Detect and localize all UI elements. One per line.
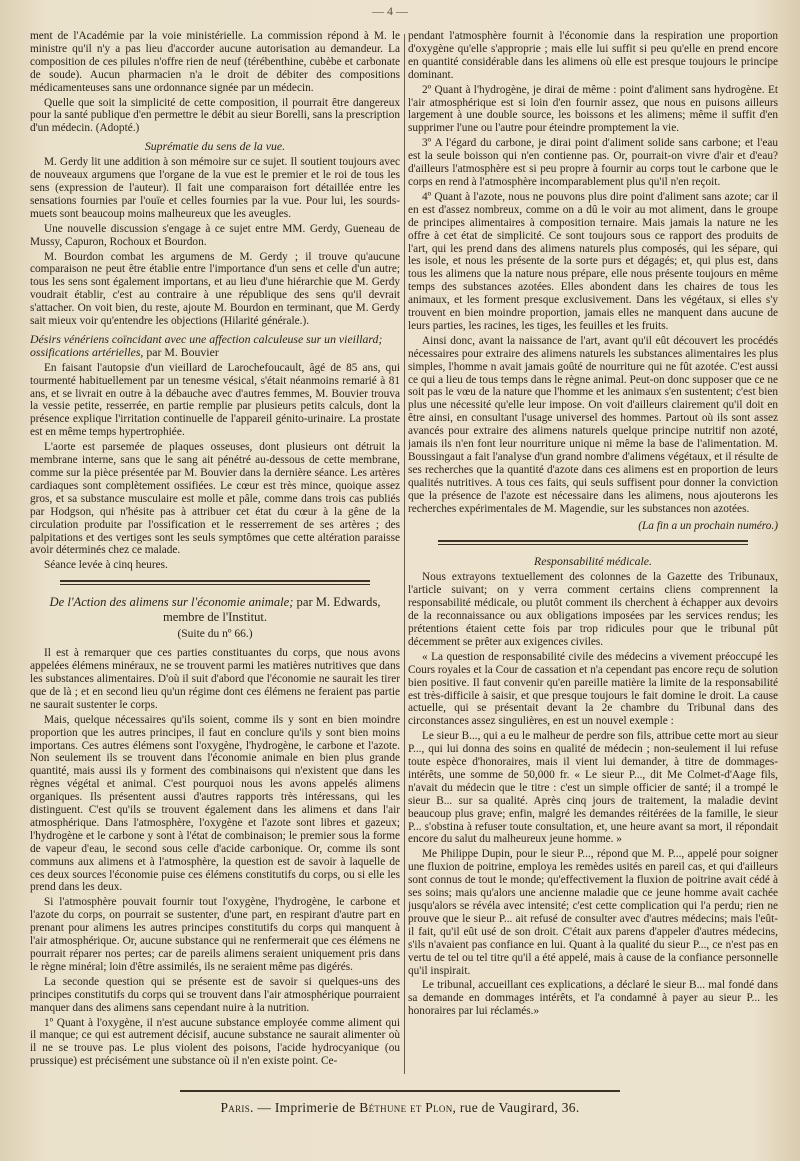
article-subtitle: (Suite du nº 66.) xyxy=(177,628,253,641)
footer-address: , rue de Vaugirard, 36. xyxy=(452,1100,580,1115)
section-heading-responsabilite: Responsabilité médicale. xyxy=(534,554,652,569)
paragraph: Le sieur B..., qui a eu le malheur de perdre son fils, attribue cette mort au sieur P..., qui lui donna des soins en qualité de médecin ; non-seulement il lui refuse toute espèce d'honoraires, mais il vient lui demander, à titre de dommages-intérêts, une somme de 50,000 fr. « Le sieur P..., dit Me Colmet-d'Aage fils, n'avait du médecin que le titre : c'est un simple officier de santé; il a trompé le sieur B... sur sa qualité. Après cinq jours de traitement, la maladie devint beaucoup plus grave; enfin, malgré les demandes réitérées de la famille, le sieur P... s'obstina à refuser toute consultation, et, une heure avant sa mort, il répondait encore du salut du malheureux jeune homme. » xyxy=(408,730,778,846)
paragraph: En faisant l'autopsie d'un vieillard de Larochefoucault, âgé de 85 ans, qui tourmenté habituellement par un tenesme vésical, s'était néanmoins remarié à 81 ans, et se livrait en outre à la débauche avec d'autres femmes, M. Bouvier trouva la vessie petite, resserrée, en partie remplie par plusieurs petits calculs, dont la présence explique l'irritation continuelle de l'appareil génito-urinaire. La prostate est en même temps hypertrophiée. xyxy=(30,361,400,439)
paragraph: Si l'atmosphère pouvait fournir tout l'oxygène, l'hydrogène, le carbone et l'azote du corps, on pourrait se sustenter, d'une part, en respirant d'autre part en prenant pour alimens les autres principes constitutifs du corps qui manquent à l'air atmosphérique. Or, aucune substance qui ne renfermerait que ces élémens ne pourrait réparer nos pertes; car de pareils alimens seraient uniquement pris dans le règne minéral; loin d'être assimilés, ils ne seraient même pas digérés. xyxy=(30,896,400,973)
continuation-note: (La fin a un prochain numéro.) xyxy=(638,519,778,532)
paragraph: M. Gerdy lit une addition à son mémoire sur ce sujet. Il soutient toujours avec de nouveaux argumens que l'organe de la vue est le premier et le roi de tous les sens (expression de l'auteur). Il fait une comparaison fort détaillée entre les sensations fournies par l'ouïe et celles fournies par la vue. Pour lui, les sourds-muets sont beaucoup moins malheureux que les aveugles. xyxy=(30,156,400,220)
paragraph: pendant l'atmosphère fournit à l'économie dans la respiration une proportion d'oxygène qu'elle s'approprie ; mais elle lui suffit si peu qu'elle en prend encore en quantité considérable dans les alimens où elle est presque toujours le principe dominant. xyxy=(408,30,778,81)
column-rule xyxy=(404,34,405,1074)
imprint-footer xyxy=(0,1100,800,1116)
footer-city: Paris. xyxy=(220,1100,254,1115)
paragraph: La seconde question qui se présente est de savoir si quelques-uns des principes constitutifs du corps qui se trouvent dans l'air atmosphérique pourraient manquer dans des alimens sans cependant nuire à la nutrition. xyxy=(30,975,400,1014)
paragraph: Une nouvelle discussion s'engage à ce sujet entre MM. Gerdy, Gueneau de Mussy, Capuron, Rochoux et Bourdon. xyxy=(30,222,400,248)
footer-text: Imprimerie de xyxy=(274,1100,360,1115)
columns xyxy=(30,30,778,1080)
right-column xyxy=(408,30,778,1080)
article-title xyxy=(30,595,400,625)
paragraph: 3º A l'égard du carbone, je dirai point d'aliment solide sans carbone; et l'eau est la seule boisson qui n'en contienne pas. Or, pourrait-on vivre d'air et d'eau? d'ailleurs l'atmosphère est si peu propre à fournir au corps tout le carbone que le corps en rend à l'atmosphère incomparablement plus qu'il n'en reçoit. xyxy=(408,137,778,188)
paragraph: M. Bourdon combat les argumens de M. Gerdy ; il trouve qu'aucune comparaison ne peut être établie entre l'importance d'un sens et celle d'un autre; tous les sens sont également importans, et au lieu d'une hiérarchie que M. Gerdy voudrait établir, c'est au contraire à une république des sens qu'il devrait s'attacher. On voit bien, du reste, ajoute M. Bourdon en terminant, que M. Gerdy sait mieux voir qu'entendre les objections (Hilarité générale.). xyxy=(30,250,400,328)
divider xyxy=(438,540,748,545)
footer-rule xyxy=(180,1090,620,1092)
paragraph: ment de l'Académie par la voie ministérielle. La commission répond à M. le ministre qu'il n'y a pas lieu d'accorder aucune autorisation au demandeur. La composition de ces pilules n'offre rien de neuf (térébenthine, cubèbe et carbonate de soude). Aucun pharmacien n'a le droit de débiter des compositions médicamenteuses sans une ordonnance signée par un médecin. xyxy=(30,30,400,94)
paragraph: Il est à remarquer que ces parties constituantes du corps, que nous avons appelées élémens minéraux, ne se trouvent parmi les matières nutritives que dans les substances alimentaires. D'où il suit d'abord que l'économie ne saurait les tirer que de là ; et en second lieu qu'un régime dont ces élémens ne feraient pas partie ne saurait sustenter le corps. xyxy=(30,647,400,711)
paragraph: 4º Quant à l'azote, nous ne pouvons plus dire point d'aliment sans azote; car il en est d'assez nombreux, comme on a dû le voir au mot aliment, dans le groupe de principes alimentaires à composition ternaire. Mais jamais la nature ne les offre à cet état de simplicité. Ce sont toujours sous ce rapport des produits de l'art, qui les prend dans des alimens naturels plus composés, qui les sépare, qui les isole, et nous les présente de la sorte purs et dégagés; et, qui plus est, dans tous les alimens que la nature nous prépare, elle nous présente toujours en même temps des substances azotées. Elles abondent dans les chaires de tous les animaux, et les forment presque exclusivement. Dans les végétaux, si elles s'y trouvent en bien moindre proportion, jamais elles ne manquent dans aucune de leurs parties, les racines, les tiges, les feuilles et les fruits. xyxy=(408,190,778,332)
article-title-italic: De l'Action des alimens sur l'économie animale; xyxy=(49,595,294,610)
paragraph: Le tribunal, accueillant ces explications, a déclaré le sieur B... mal fondé dans sa demande en dommages intérêts, et l'a condamné à payer au sieur P... les honoraires par lui réclamés.» xyxy=(408,979,778,1018)
paragraph: Nous extrayons textuellement des colonnes de la Gazette des Tribunaux, l'article suivant; on y verra comment certains cliens comprennent la responsabilité médicale, ou plutôt comment ils cherchent à échapper aux devoirs de la reconnaissance ou aux obligations imposées par les services rendus; les prétentions étaient cette fois par trop ridicules pour que le tribunal pût décemment se prêter aux exigences civiles. xyxy=(408,571,778,648)
page-number: — 4 — xyxy=(372,4,408,18)
article-title-author: par M. Edwards, membre de l'Institut. xyxy=(162,595,381,625)
heading-author: par M. Bouvier xyxy=(143,344,219,359)
paragraph: Quelle que soit la simplicité de cette composition, il pourrait être dangereux pour la santé publique d'en permettre le débit au sieur Borelli, sans la prescription d'un médecin. (Adopté.) xyxy=(30,96,400,135)
paragraph: Mais, quelque nécessaires qu'ils soient, comme ils y sont en bien moindre proportion que les autres principes, il faut en conclure qu'ils y sont bien moins importans. Ces autres élémens sont l'oxygène, l'hydrogène, le carbone et l'azote. Non seulement ils se trouvent dans l'économie animale en bien plus grande quantité, mais aussi ils y forment des combinaisons qui n'existent que dans les règnes végétal et animal. C'est pourquoi nous les avons appelés alimens organiques. Ils présentent aussi d'autres rapports très intéressans, qui les distinguent. C'est qu'ils se trouvent également dans les alimens et dans l'air atmosphérique. Dans l'atmosphère, l'oxygène et l'azote sont libres et gazeux; l'hydrogène et le carbone y sont à l'état de combinaison; le premier sous la forme de vapeur d'eau, le second sous celle d'acide carbonique. Or, comme ils sont communs aux alimens et à l'atmosphère, la question est de savoir à laquelle de ces deux sources l'économie puise ces élémens constitutifs du corps, ou si elle les prend dans les deux. xyxy=(30,713,400,894)
paragraph: 2º Quant à l'hydrogène, je dirai de même : point d'aliment sans hydrogène. Et l'air atmosphérique est si loin d'en fournir assez, que nous en puisons ailleurs largement à une double source, les boissons et les alimens; même il suffit d'en supprimer l'une ou l'autre pour éteindre promptement la vie. xyxy=(408,83,778,135)
paragraph: L'aorte est parsemée de plaques osseuses, dont plusieurs ont détruit la membrane interne, sans que le sang ait pénétré au-dessous de cette membrane, comme sur la pièce présentée par M. Bouvier dans la dernière séance. Les artères cardiaques sont complètement ossifiées. Le cœur est très mince, quoique assez gros, et sa substance musculaire est molle et pâle, comme dans trois cas publiés par Hodgson, qui n'hésite pas à attribuer cet état du cœur à la gêne de la circulation produite par l'ossification et le resserrement de ses artères ; des palpitations et des vertiges sont les seuls symptômes que cette altération paraisse avoir déterminés chez ce malade. xyxy=(30,441,400,557)
session-closing: Séance levée à cinq heures. xyxy=(44,559,168,572)
paragraph: « La question de responsabilité civile des médecins a vivement préoccupé les Cours royales et la Cour de cassation et n'a cependant pas encore reçu de solution bien positive. Il faut convenir qu'en pareille matière la limite de la responsabilité est très-difficile à saisir, et que presque toujours le fait domine le droit. La cause actuelle, qui se présentait devant la 2e chambre du Tribunal dans des circonstances assez singulières, en est un nouvel exemple : xyxy=(408,650,778,728)
paragraph: Me Philippe Dupin, pour le sieur P..., répond que M. P..., appelé pour soigner une fluxion de poitrine, employa les remèdes usités en pareil cas, et qui d'ailleurs sont connus de tout le monde; qu'effectivement la fluxion de poitrine avait cédé à ses soins; mais qu'alors une ancienne maladie que ce jeune homme avait cachée jusqu'alors se révéla avec intensité; c'est cette complication qui l'a perdu; rien ne prouve que le sieur P... ait refusé de consulter avec d'autres médecins; mais l'eût-il fait, qu'il eût usé de son droit. C'était aux parens d'appeler d'autres médecins, s'ils n'avaient pas confiance en lui. Quant à la qualité du sieur P..., ce n'est pas en vertu de tel ou tel titre qu'il a été appelé, mais à cause de la confiance personnelle qu'il inspirait. xyxy=(408,848,778,977)
paragraph: Ainsi donc, avant la naissance de l'art, avant qu'il eût découvert les procédés nécessaires pour extraire des alimens naturels les substances alimentaires les plus simples, l'homme n avait jamais goûté de nourriture qui ne fût azotée. C'est aussi ce qui a lieu de tous temps dans le règne animal. Peut-on donc supposer que ce ne soit pas le vœu de la nature que l'homme et les animaux s'en sustentent; c'est bien plus une nécessité qu'elle leur impose. On voit d'ailleurs clairement qu'il doit en être ainsi, en consultant l'usage universel des hommes. Partout où ils sont assez avancés pour extraire des alimens naturels quelque principe nutritif non azoté, jamais ils n'en font leur nourriture unique ni même la base de l'alimentation. M. Boussingaut a fait l'analyse d'un grand nombre d'alimens végétaux, et il résulte de ses recherches que la quantité d'azote dans ces alimens est en proportion de leurs qualités nutritives. A tous ces faits, qui seuls suffisent pour donner la conviction que la présence de l'azote est nécessaire dans les alimens, nous ajouterons les recherches expérimentales de M. Magendie, sur les substances non azotées. xyxy=(408,334,778,515)
left-column xyxy=(30,30,400,1080)
heading-title: Désirs vénériens coïncidant avec une affection calculeuse sur un vieillard; ossifications artérielles, xyxy=(30,331,383,359)
paragraph: 1º Quant à l'oxygène, il n'est aucune substance employée comme aliment qui il manque; ce qui est autrement décisif, aucune substance ne saurait alimenter où il ne se trouve pas. Le plus violent des poisons, l'acide hydrocyanique (ou prussique) est précisément une substance où il n'en existe point. Ce- xyxy=(30,1016,400,1068)
section-heading-supremacy: Suprématie du sens de la vue. xyxy=(144,139,286,154)
footer-printer: Béthune et Plon xyxy=(359,1100,453,1115)
divider xyxy=(60,580,370,585)
section-heading-desirs xyxy=(30,333,400,359)
footer-dash: — xyxy=(253,1100,275,1115)
